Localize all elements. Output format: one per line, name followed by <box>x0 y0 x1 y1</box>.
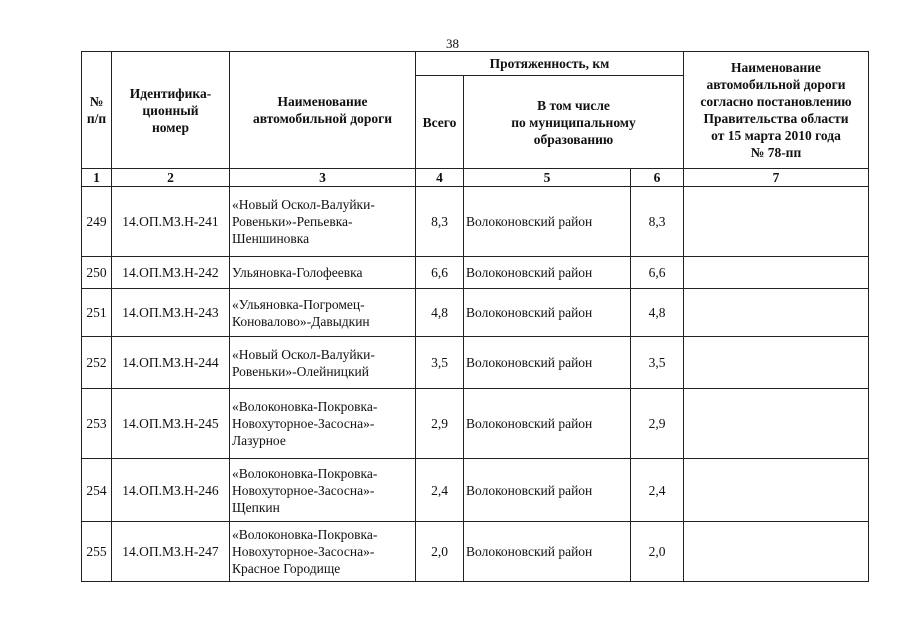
cell-km: 3,5 <box>631 337 684 389</box>
cell-total: 3,5 <box>416 337 464 389</box>
header-total: Всего <box>416 76 464 169</box>
cell-total: 8,3 <box>416 187 464 257</box>
cell-km: 2,0 <box>631 522 684 582</box>
cell-no: 253 <box>82 389 112 459</box>
header-name: Наименование автомобильной дороги <box>230 52 416 169</box>
cell-no: 252 <box>82 337 112 389</box>
colnum-4: 4 <box>416 169 464 187</box>
cell-km: 2,4 <box>631 459 684 522</box>
table-row <box>82 389 869 459</box>
cell-name: «Волоконовка-Покровка- Новохуторное-Засосна»- Щепкин <box>230 459 416 522</box>
colnum-5: 5 <box>464 169 631 187</box>
cell-district: Волоконовский район <box>464 257 631 289</box>
cell-decree <box>684 289 869 337</box>
header-incl: В том числе по муниципальному образованию <box>464 76 684 169</box>
colnum-2: 2 <box>112 169 230 187</box>
cell-no: 254 <box>82 459 112 522</box>
cell-km: 6,6 <box>631 257 684 289</box>
colnum-7: 7 <box>684 169 869 187</box>
colnum-3: 3 <box>230 169 416 187</box>
header-row-top <box>82 52 869 76</box>
header-decree: Наименование автомобильной дороги согласно постановлению Правительства области от 15 марта 2010 года № 78-пп <box>684 52 869 169</box>
cell-name: Ульяновка-Голофеевка <box>230 257 416 289</box>
cell-no: 249 <box>82 187 112 257</box>
cell-name: «Волоконовка-Покровка- Новохуторное-Засосна»- Лазурное <box>230 389 416 459</box>
cell-km: 2,9 <box>631 389 684 459</box>
cell-id: 14.ОП.МЗ.Н-242 <box>112 257 230 289</box>
cell-total: 4,8 <box>416 289 464 337</box>
roads-table <box>81 51 869 582</box>
cell-no: 250 <box>82 257 112 289</box>
cell-no: 255 <box>82 522 112 582</box>
cell-decree <box>684 459 869 522</box>
cell-decree <box>684 522 869 582</box>
cell-name: «Ульяновка-Погромец- Коновалово»-Давыдкин <box>230 289 416 337</box>
cell-total: 6,6 <box>416 257 464 289</box>
table-row <box>82 187 869 257</box>
cell-no: 251 <box>82 289 112 337</box>
cell-id: 14.ОП.МЗ.Н-246 <box>112 459 230 522</box>
cell-district: Волоконовский район <box>464 187 631 257</box>
cell-decree <box>684 257 869 289</box>
colnum-6: 6 <box>631 169 684 187</box>
cell-name: «Новый Оскол-Валуйки- Ровеньки»-Олейницкий <box>230 337 416 389</box>
cell-decree <box>684 337 869 389</box>
cell-name: «Волоконовка-Покровка- Новохуторное-Засосна»- Красное Городище <box>230 522 416 582</box>
cell-total: 2,4 <box>416 459 464 522</box>
page-number: 38 <box>446 36 459 51</box>
cell-total: 2,0 <box>416 522 464 582</box>
cell-district: Волоконовский район <box>464 337 631 389</box>
header-length: Протяженность, км <box>416 52 684 76</box>
cell-district: Волоконовский район <box>464 289 631 337</box>
cell-decree <box>684 187 869 257</box>
cell-km: 8,3 <box>631 187 684 257</box>
header-id: Идентифика- ционный номер <box>112 52 230 169</box>
table-row <box>82 257 869 289</box>
header-no: № п/п <box>82 52 112 169</box>
table-row <box>82 337 869 389</box>
cell-km: 4,8 <box>631 289 684 337</box>
cell-district: Волоконовский район <box>464 459 631 522</box>
colnum-1: 1 <box>82 169 112 187</box>
cell-district: Волоконовский район <box>464 522 631 582</box>
cell-total: 2,9 <box>416 389 464 459</box>
cell-name: «Новый Оскол-Валуйки- Ровеньки»-Репьевка- Шеншиновка <box>230 187 416 257</box>
cell-district: Волоконовский район <box>464 389 631 459</box>
cell-id: 14.ОП.МЗ.Н-247 <box>112 522 230 582</box>
table-row <box>82 459 869 522</box>
cell-id: 14.ОП.МЗ.Н-244 <box>112 337 230 389</box>
table-row <box>82 289 869 337</box>
cell-decree <box>684 389 869 459</box>
column-numbers-row <box>82 169 869 187</box>
table-row <box>82 522 869 582</box>
cell-id: 14.ОП.МЗ.Н-243 <box>112 289 230 337</box>
cell-id: 14.ОП.МЗ.Н-241 <box>112 187 230 257</box>
cell-id: 14.ОП.МЗ.Н-245 <box>112 389 230 459</box>
